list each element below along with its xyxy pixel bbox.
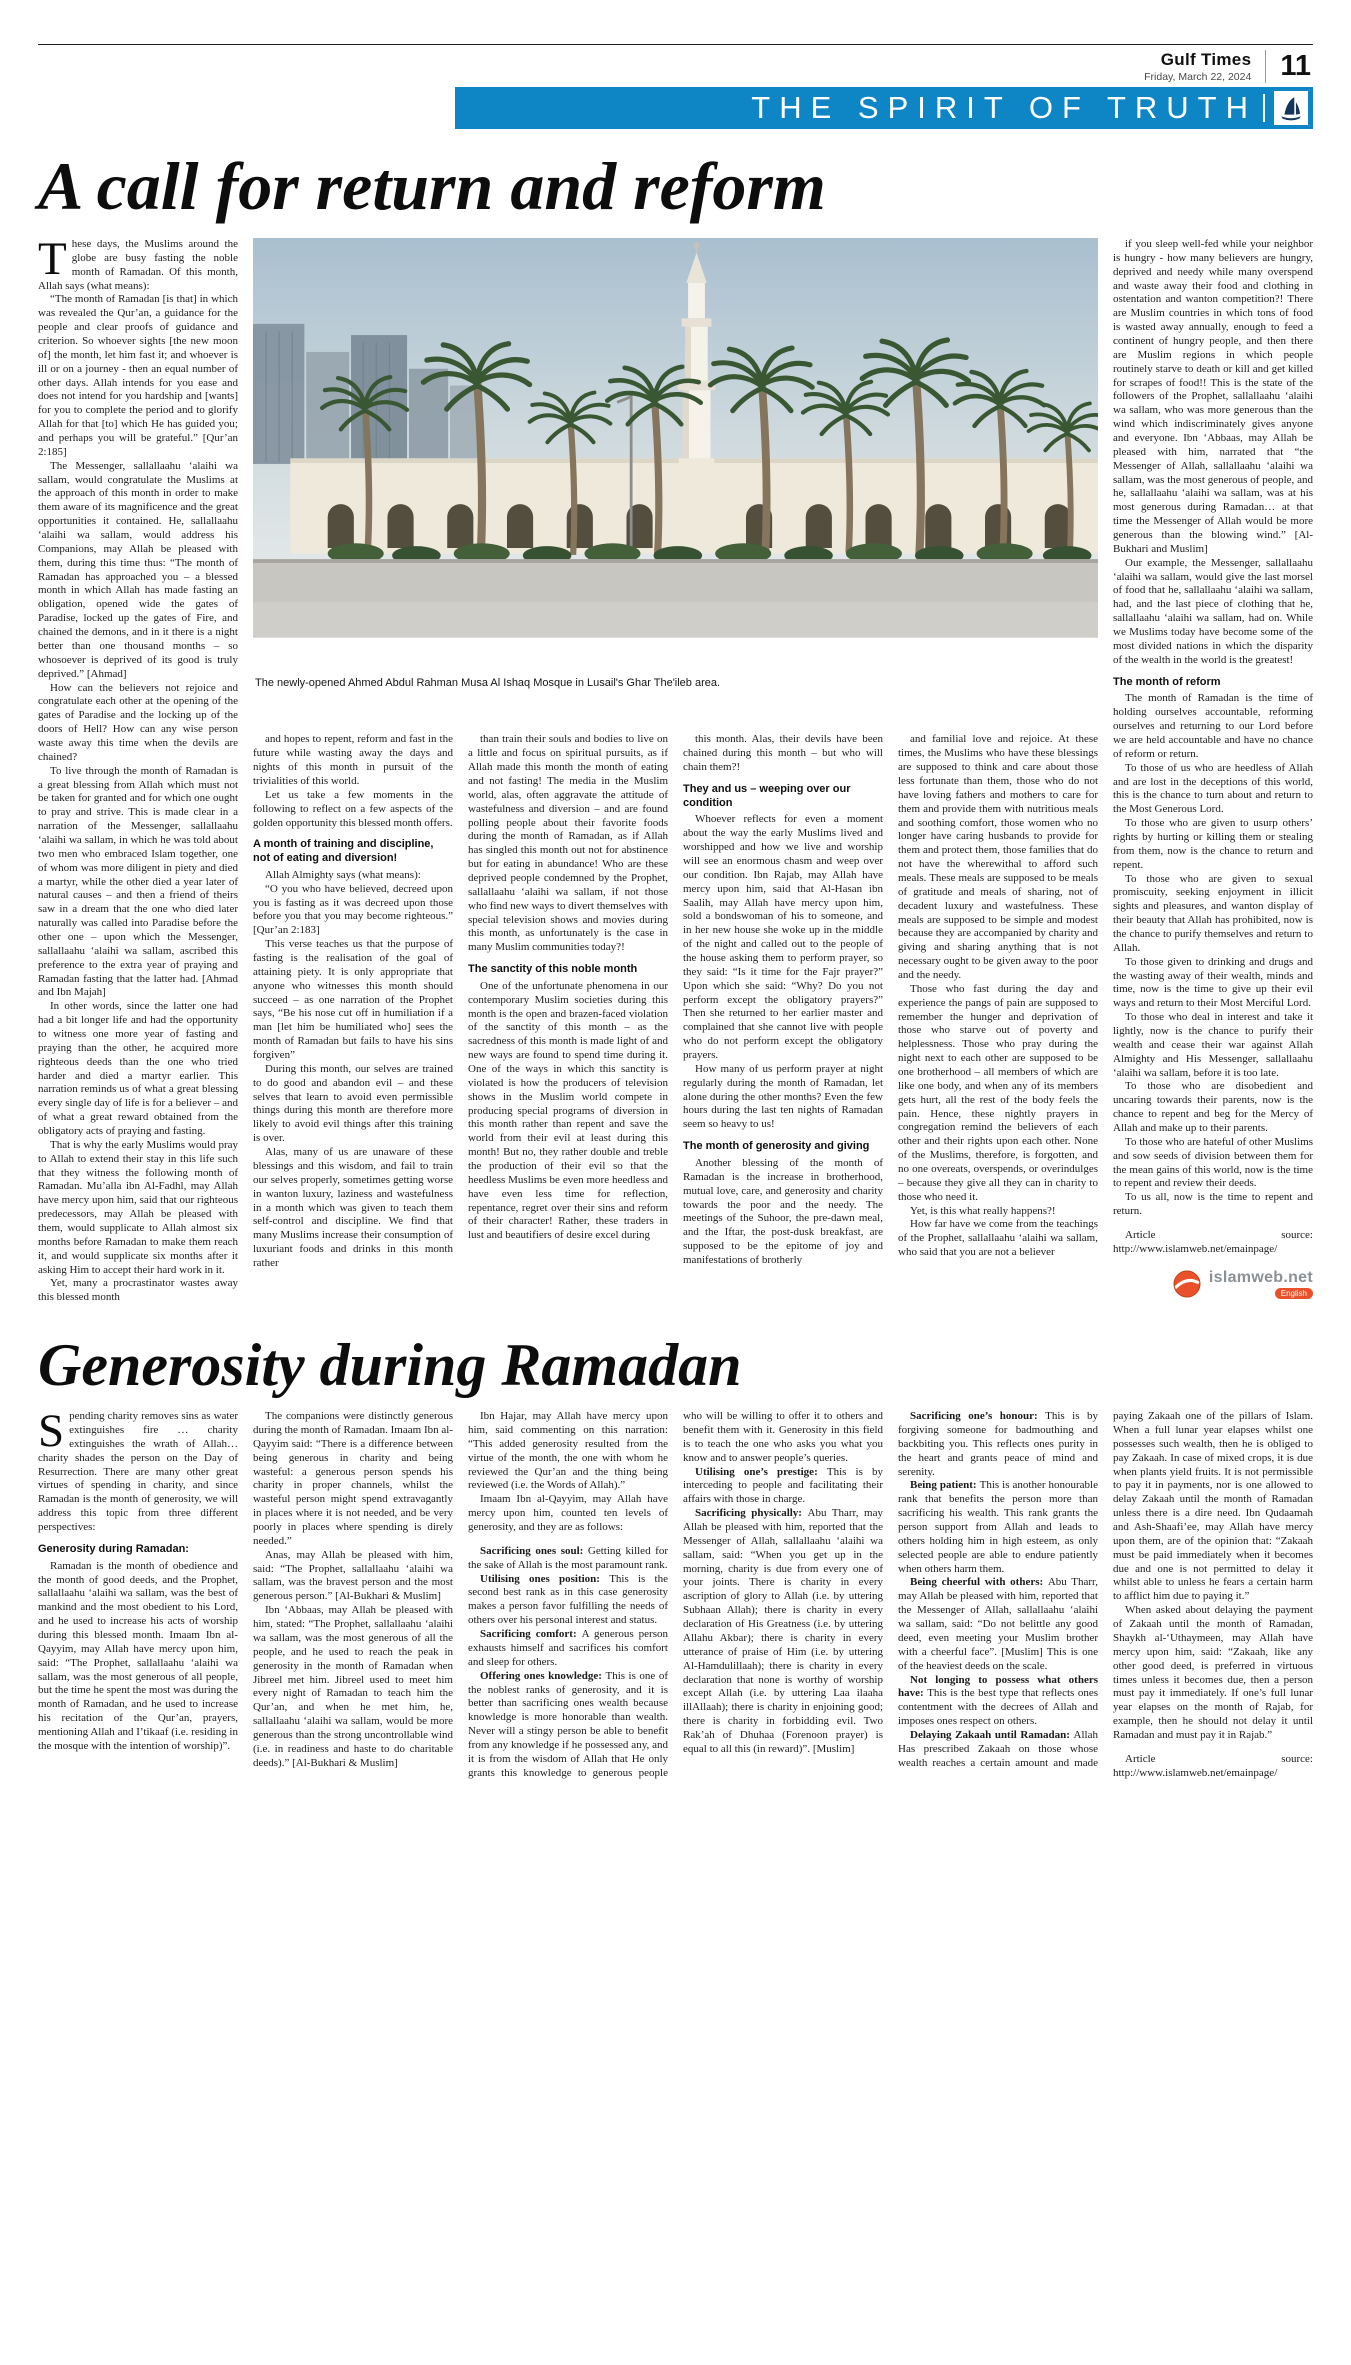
article-paragraph: Not longing to possess what others have: This is the best type that reflects ones contentment with the decrees of Allah and imposes ones respect on others.: [898, 1673, 1098, 1728]
page-number: 11: [1265, 50, 1311, 83]
article-paragraph: Whoever reflects for even a moment about the way the early Muslims lived and worshipped and how we live and worship will see an enormous chasm and weep over our condition. Ibn Rajab, may Allah have mercy upon him, said that Al-Hasan ibn Saalih, may Allah have mercy upon him, sold a bondswoman of his to someone, and in her new house she woke up in the middle of the night and called out to the people of the house asking them to perform prayer, so they said: “Is it time for the Fajr prayer?” Upon which she said: “Why? Do you not perform except the obligatory prayers?” Then she returned to her earlier master and complained that she cannot live with people who do not perform except the obligatory prayers.: [683, 813, 883, 1062]
issue-date: Friday, March 22, 2024: [1144, 71, 1252, 83]
article2-body: [38, 1405, 1313, 1780]
islamweb-logo-text: [1209, 1269, 1313, 1299]
article-paragraph: and familial love and rejoice. At these times, the Muslims who have these blessings are supposed to think and care about those less fortunate than them, those who do not have loving fathers and mothers to care for them and provide them with nutritious meals and soothing comfort, those women who no longer have caring husbands to provide for them and protect them, those families that do not have the wherewithal to afford such meals. These meals are supposed to be meals of gratitude and meals of sharing, not of decadent luxury and wastefulness. These meals are supposed to be simple and modest because they are accompanied by charity and giving and sharing anything that is not necessary ought to be given away to the poor and the needy.: [898, 733, 1098, 981]
article-paragraph: Sacrificing ones soul: Getting killed for the sake of Allah is the most paramount rank.: [468, 1544, 668, 1571]
article-subhead: They and us – weeping over our condition: [683, 782, 851, 809]
article-paragraph: Our example, the Messenger, sallallaahu ‘alaihi wa sallam, would give the last morsel of food that he, sallallaahu ‘alaihi wa sallam, had, and the last piece of clothing that he, sallallaahu ‘alaihi wa sallam, had on. While we Muslims today have become some of the most divided nations in which the disparity of the wealth in the world is the greatest!: [1113, 556, 1313, 666]
article-paragraph: To those who are given to usurp others’ rights by hurting or killing them or stealing from them, now is the chance to return and repent.: [1113, 817, 1313, 871]
article-paragraph: These days, the Muslims around the globe are busy fasting the noble month of Ramadan. Of this month, Allah says (what means):: [38, 233, 238, 292]
article-paragraph: if you sleep well-fed while your neighbor is hungry - how many believers are hungry, deprived and needy while many overspend and waste away their food and clothing in ostentation and wanton competition?! There are Muslim countries in which tons of food is wasted away annually, enough to feed a continent of hungry people, and then there are Muslim regions in which people routinely starve to death or kill and get killed for scrapes of food!! This is the state of the followers of the Prophet, sallallaahu ‘alaihi wa sallam, who was more generous than the wind which indiscriminately gives anyone and everyone. Ibn ‘Abbaas, may Allah be pleased with him, narrated that “the Messenger of Allah, sallallaahu ‘alaihi wa sallam, was the most generous of people, and he, sallallaahu ‘alaihi wa sallam, was at his most generous during Ramadan… at that time the Messenger of Allah would be more generous than the blowing wind.” [Al-Bukhari and Muslim]: [1113, 238, 1313, 555]
article-subhead: The month of reform: [1113, 675, 1221, 688]
article-paragraph: Alas, many of us are unaware of these blessings and this wisdom, and fail to train our selves properly, sometimes getting worse in wanton luxury, laziness and wastefulness in a month which was given to teach them self-control and discipline. We find that many Muslims increase their consumption of luxuriant foods and drinks in this month rather: [253, 1146, 453, 1269]
article-paragraph: this month. Alas, their devils have been chained during this month – but who will chain them?!: [683, 733, 883, 774]
article-paragraph: The companions were distinctly generous during the month of Ramadan. Imaam Ibn al-Qayyim said: “There is a difference between being generous in charity and being wasteful: a generous person spends his charity in proper channels, whilst the wasteful person might spend extravagantly in places where it is not needed, and be very poorly in places where spending is direly needed.”: [253, 1410, 453, 1547]
dhow-boat-icon: [1274, 91, 1308, 125]
paragraph-lead-in: Delaying Zakaah until Ramadan:: [910, 1728, 1074, 1741]
article-paragraph: To us all, now is the time to repent and return.: [1113, 1191, 1313, 1218]
article-paragraph: To those of us who are heedless of Allah and are lost in the deceptions of this world, this is the chance to turn about and return to the Most Generous Lord.: [1113, 761, 1313, 816]
article-paragraph: In other words, since the latter one had had a bit longer life and had the opportunity to witness one more year of fasting and praying than the other, he acquired more righteous deeds than the one who tried harder and died a martyr earlier. This narration reminds us of what a great blessing every single day of life is for a believer – and of what a great reward obtained from the obligatory acts of praying and fasting.: [38, 1000, 238, 1137]
article-paragraph: Being patient: This is another honourable rank that benefits the person more than sacrificing his wealth. This rank grants the person support from Allah and leads to others holding him in high esteem, as only selected people are able to endure patiently when others harm them.: [898, 1479, 1098, 1575]
section-banner: [455, 87, 1313, 129]
article1-headline: A call for return and reform: [38, 148, 826, 224]
article-paragraph: How can the believers not rejoice and congratulate each other at the opening of the gates of Paradise and the locking up of the doors of Hell? How can any wise person waste away this time when the devils are chained?: [38, 681, 238, 763]
paragraph-lead-in: Being patient:: [910, 1479, 980, 1492]
article-paragraph: Yet, many a procrastinator wastes away this blessed month: [38, 1277, 238, 1304]
article-subhead: A month of training and discipline, not of eating and diversion!: [253, 838, 434, 865]
paragraph-lead-in: Being cheerful with others:: [910, 1576, 1048, 1589]
article-paragraph: One of the unfortunate phenomena in our contemporary Muslim societies during this month is the open and brazen-faced violation of the sanctity of this month – as the sacredness of this month is made light of and new ways are found to spend time during it. One of the ways in which this sanctity is violated is how the producers of television shows in the Muslim world compete in producing special programs of diversion in this month rather than repent and save the world from their evil at least during this month! But no, they rather double and treble the production of their evil so that the heedless Muslims be even more heedless and have even less time for reflection, repentance, regret over their sins and reform of their character! Rather, these traders in lust and beautifiers of desire excel during: [468, 979, 668, 1242]
article-paragraph: When asked about delaying the payment of Zakaah until the month of Ramadan, Shaykh al-‘Uthaymeen, may Allah have mercy upon him, said: “Zakaah, like any other good deed, is preferred in virtuous times unless it becomes due, then a person must pay it immediately. If one’s full lunar year elapses on the month of Rajab, for example, then he should not delay it until Ramadan and must pay it in Rajab.”: [1113, 1604, 1313, 1741]
section-title: THE SPIRIT OF TRUTH: [751, 90, 1257, 125]
article-paragraph: Utilising ones position: This is the second best rank as in this case generosity makes a person favor fulfilling the needs of others over his personal interest and status.: [468, 1572, 668, 1627]
article-paragraph: Sacrificing physically: Abu Tharr, may Allah be pleased with him, reported that the Messenger of Allah, sallallaahu ‘alaihi wa sallam, said: “When you get up in the morning, charity is due from every one of your joints. There is charity in every ascription of glory to Allah (i.e. by uttering Subhaan Allah); there is charity in every declaration of His Greatness (i.e. by uttering Allahu Akbar); there is charity in every utterance of praise of Him (i.e. by uttering Al-Hamdulillaah); there is charity in every declaration that none is worthy of worship except Allah (i.e. by uttering Laa ilaaha illAllaah); there is charity in enjoining good; there is charity in forbidding evil. Two Rak’ah of Dhuhaa (Forenoon prayer) is equal to all this (in reward)”. [Muslim]: [683, 1507, 883, 1755]
article-paragraph: Allah Almighty says (what means):: [265, 868, 421, 881]
paragraph-lead-in: Sacrificing ones soul:: [480, 1544, 588, 1557]
article-return-and-reform: [38, 147, 1313, 1305]
article-paragraph: To those who deal in interest and take it lightly, now is the chance to purify their wealth and cease their war against Allah Almighty and His Messenger, sallallaahu ‘alaihi wa sallam, before it is too late.: [1113, 1011, 1313, 1079]
banner-divider: [1263, 94, 1265, 122]
article-paragraph: To live through the month of Ramadan is a great blessing from Allah which must not be taken for granted and for which one ought to pray and strive. This is made clear in a narration of the Messenger, sallallaahu ‘alaihi wa sallam, in which he was told about two men who embraced Islam together, one of whom was more diligent in piety and died a martyr, while the other died a year later of natural causes – and then a friend of theirs saw in a dream that the one who died later naturally was called into Paradise before the other one – upon which the Messenger, sallallaahu ‘alaihi wa sallam, ascribed this preference to the extra year of praying and Ramadan fasting that the latter had. [Ahmad and Ibn Majah]: [38, 764, 238, 999]
article-paragraph: How many of us perform prayer at night regularly during the month of Ramadan, let alone during the other months? Even the few hours during the last ten nights of Ramadan seem so heavy to us!: [683, 1062, 883, 1131]
article-paragraph: Ibn Hajar, may Allah have mercy upon him, said commenting on this narration: “This added generosity resulted from the virtue of the month, the one with whom he reviewed the Qur’an and the thing being reviewed (i.e. the Words of Allah).”: [468, 1410, 668, 1492]
article-paragraph: This verse teaches us that the purpose of fasting is the realisation of the goal of attaining piety. It is only appropriate that anyone who witnesses this month should succeed – as one narration of the Prophet says, “Be his nose cut off in humiliation if a man [let him be humiliated who] sees the month of Ramadan but fails to have his sins forgiven”: [253, 938, 453, 1062]
article-paragraph: Anas, may Allah be pleased with him, said: “The Prophet, sallallaahu ‘alaihi wa sallam, was the bravest person and the most generous person.” [Al-Bukhari & Muslim]: [253, 1548, 453, 1603]
islamweb-language-tag: English: [1275, 1288, 1313, 1299]
article1-column-6: [1113, 238, 1313, 1305]
article-paragraph: Those who fast during the day and experience the pangs of pain are supposed to remember the hunger and deprivation of those who starve out of poverty and helplessness. Those who pray during the night next to each other are supposed to be one brotherhood – all members of which are like one body, and when any of its members gets hurt, all the rest of the body feels the pain. Hence, these nightly prayers in congregation remind the believers of each other and their rights upon each other. None of the Muslims, therefore, is forgotten, and no one overeats, overspends, or overindulges – because they give all they can in charity to those who need it.: [898, 982, 1098, 1203]
article-paragraph: How far have we come from the teachings of the Prophet, sallallaahu ‘alaihi wa sallam, who said that you are not a believer: [898, 1218, 1098, 1259]
article-paragraph: Utilising one’s prestige: This is by interceding to people and facilitating their affairs with those in charge.: [683, 1465, 883, 1506]
article1-body: [38, 233, 1313, 1305]
article-paragraph: than train their souls and bodies to live on a little and focus on spiritual pursuits, as if Allah made this month the month of eating and not fasting! The media in the Muslim world, alas, often aggravate the attitude of wastefulness and diversion – and are found polling people about their favorite foods during the month of Ramadan, as if Allah has singled this month out not for abstinence but for eating in abundance! Who are these deprived people condemned by the Prophet, sallallaahu ‘alaihi wa sallam, if not those who find new ways to divert themselves with special television shows and movies during this month, as unfortunately is the case in many Muslim communities today?!: [468, 733, 668, 954]
masthead-text: [1144, 50, 1251, 83]
article-paragraph: The month of Ramadan is the time of holding ourselves accountable, reforming ourselves and returning to our Lord before we are held accountable and have no chance of reform or return.: [1113, 692, 1313, 760]
article-subhead: Generosity during Ramadan:: [38, 1542, 189, 1555]
article-paragraph: Sacrificing one’s honour: This is by forgiving someone for badmouthing and backbiting you. This reflects ones purity in the heart and grants peace of mind and serenity.: [898, 1410, 1098, 1478]
paragraph-lead-in: Sacrificing physically:: [695, 1507, 808, 1520]
article-paragraph: Yet, is this what really happens?!: [910, 1204, 1056, 1217]
article-paragraph: To those who are hateful of other Muslims and sow seeds of division between them for the mean gains of this world, now is the time to repent and review their deeds.: [1113, 1135, 1313, 1190]
paper-name: Gulf Times: [1160, 50, 1252, 69]
paragraph-lead-in: Utilising ones position:: [480, 1572, 610, 1585]
banner-row: [38, 87, 1313, 129]
article-paragraph: That is why the early Muslims would pray to Allah to extend their stay in this life such that they witness the following month of Ramadan. Mu’alla ibn Al-Fadhl, may Allah have mercy upon him, said that our righteous predecessors, may Allah be pleased with them, would supplicate to Allah almost six months before Ramadan to make them reach it, and would supplicate six months after it asking Him to accept their hard work in it.: [38, 1138, 238, 1276]
article-paragraph: Offering ones knowledge: This is one of the noblest ranks of generosity, and it is better than sacrificing ones wealth because knowledge is more honorable than wealth. Never will a stingy person be able to benefit from any knowledge if he possessed any, and it is from the wisdom of Allah that He only grants this knowledge to generous people who will be willing to offer it to others and benefit them with it. Generosity in this field is to teach the one who asks you what you know and to answer people’s queries.: [468, 1410, 883, 1779]
article-paragraph: Another blessing of the month of Ramadan is the increase in brotherhood, mutual love, care, and generosity and charity towards the poor and the needy. The meetings of the Suhoor, the pre-dawn meal, and the Iftar, the post-dusk breakfast, are supposed to be the epitome of joy and manifestations of brotherly: [683, 1156, 883, 1266]
article-subhead: The sanctity of this noble month: [468, 963, 638, 976]
islamweb-globe-icon: [1172, 1269, 1202, 1299]
article-source-line: Article source: http://www.islamweb.net/emainpage/: [1113, 1752, 1313, 1779]
article-paragraph: Spending charity removes sins as water extinguishes fire … charity extinguishes the wrath of Allah… charity shades the person on the Day of Resurrection. There are many other great virtues of spending in charity, and since Ramadan is the month of generosity, we will address this topic from three different perspectives:: [38, 1405, 238, 1534]
paragraph-lead-in: Offering ones knowledge:: [480, 1669, 606, 1682]
article-paragraph: To those who are disobedient and uncaring towards their parents, now is the chance to repent and beg for the Mercy of Allah and make up to their parents.: [1113, 1080, 1313, 1135]
article1-middle-columns: [253, 733, 1098, 1305]
article2-headline: Generosity during Ramadan: [38, 1332, 742, 1399]
article-paragraph: Let us take a few moments in the following to reflect on a few aspects of the golden opportunity this blessed month offers.: [253, 788, 453, 829]
article-subhead: The month of generosity and giving: [683, 1140, 870, 1153]
article-generosity-during-ramadan: [38, 1331, 1313, 1780]
article-paragraph: and hopes to repent, reform and fast in the future while wasting away the days and nights of this month in pursuit of the trivialities of this world.: [253, 733, 453, 787]
article-paragraph: “The month of Ramadan [is that] in which was revealed the Qur’an, a guidance for the people and clear proofs of guidance and criterion. So whoever sights [the new moon of] the month, let him fast it; and whoever is ill or on a journey - then an equal number of other days. Allah intends for you ease and does not intend for you hardship and [wants] for you to complete the period and to glorify Allah for that [to] which He has guided you; and perhaps you will be grateful.” [Qur’an 2:185]: [38, 293, 238, 458]
masthead: [38, 45, 1313, 87]
article-paragraph: During this month, our selves are trained to do good and abandon evil – and these selves that learn to avoid even permissible things during this month are therefore more likely to avoid evil things after this training is over.: [253, 1062, 453, 1145]
article-paragraph: Being cheerful with others: Abu Tharr, may Allah be pleased with him, reported that the Messenger of Allah, sallallaahu ‘alaihi wa sallam, said: “Do not belittle any good deed, even meeting your Muslim brother with a cheerful face”. [Muslim] This is one of the heaviest deeds on the scale.: [898, 1576, 1098, 1672]
article-paragraph: Imaam Ibn al-Qayyim, may Allah have mercy upon him, counted ten levels of generosity, and they are as follows:: [468, 1493, 668, 1534]
paragraph-lead-in: Sacrificing one’s honour:: [910, 1410, 1046, 1423]
article1-column-6-text: [1113, 238, 1313, 1257]
article-paragraph: Ibn ‘Abbaas, may Allah be pleased with him, stated: “The Prophet, sallallaahu ‘alaihi wa sallam, was the most generous of all the people, and he used to reach the peak in generosity in the month of Ramadan when Jibreel met him. Jibreel used to meet him every night of Ramadan to teach him the Qur’an, and when he met him, he, sallallaahu ‘alaihi wa sallam, would be more generous than the strong uncontrollable wind (i.e. in readiness and haste to do charitable deeds).” [Al-Bukhari & Muslim]: [253, 1604, 453, 1769]
paragraph-lead-in: Not longing to possess what others have:: [898, 1673, 1098, 1700]
islamweb-site-name: islamweb.net: [1208, 1268, 1313, 1286]
article-paragraph: To those given to drinking and drugs and the wasting away of their wealth, minds and time, now is the time to give up their evil ways and return to their Most Merciful Lord.: [1113, 955, 1313, 1010]
paragraph-lead-in: Utilising one’s prestige:: [695, 1465, 827, 1478]
article1-column-1: [38, 233, 238, 1305]
article-paragraph: The Messenger, sallallaahu ‘alaihi wa sallam, would congratulate the Muslims at the approach of this month in order to make them aware of its magnificence and the great opportunities it contained. He, sallallaahu ‘alaihi wa sallam, would address his Companions, may Allah be pleased with them, during this time thus: “The month of Ramadan has approached you – a blessed month in which Allah has made fasting an obligation, opened wide the gates of Paradise, locked up the gates of Fire, and chained the demons, and in it there is a night better than one thousand months – so whosoever is deprived of its good is truly deprived.” [Ahmad]: [38, 459, 238, 680]
paragraph-lead-in: Sacrificing comfort:: [480, 1628, 582, 1641]
article-paragraph: “O you who have believed, decreed upon you is fasting as it was decreed upon those before you that you may become righteous.” [Qur’an 2:183]: [253, 882, 453, 937]
article-paragraph: Ramadan is the month of obedience and the month of good deeds, and the Prophet, sallallaahu ‘alaihi wa sallam, was the best of mankind and the most obedient to his Lord, and he used to increase his acts of worship during this blessed month. Imaam Ibn al-Qayyim, may Allah have mercy upon him, said: “The Prophet, sallallaahu ‘alaihi wa sallam, was the most generous of all people, but the time he spent the most was during the month of Ramadan, and he used to increase his recitation of the Qur’an, prayers, mentioning Allah and I’tikaaf (i.e. residing in the mosque with the intention of worship)”.: [38, 1559, 238, 1752]
article-paragraph: Sacrificing comfort: A generous person exhausts himself and sacrifices his comfort and sleep for others.: [468, 1628, 668, 1668]
article-source-line: Article source: http://www.islamweb.net/emainpage/: [1113, 1229, 1313, 1255]
mosque-photo: [253, 238, 1098, 672]
article-paragraph: To those who are given to sexual promiscuity, seeking enjoyment in illicit sights and pleasures, and wanton display of their beauty that Allah has prohibited, now is the chance to purify themselves and return to Allah.: [1113, 872, 1313, 954]
photo-caption: The newly-opened Ahmed Abdul Rahman Musa Al Ishaq Mosque in Lusail's Ghar The'ileb area.: [255, 676, 721, 689]
islamweb-logo: [1113, 1269, 1313, 1299]
article-paragraph: Delaying Zakaah until Ramadan: Allah Has prescribed Zakaah on those whose wealth reaches a certain amount and made paying Zakaah one of the pillars of Islam. When a full lunar year elapses whilst one possesses such wealth, then he is obliged to pay Zakaah. In case of mixed crops, it is due when plants yield fruits. It is not permissible to pay it in payments, nor is one allowed to delay Zakaah until the month of Ramadan unless there is a dire need. Ibn Qudaamah and Ash-Shaafi’ee, may Allah have mercy upon them, are of the opinion that: “Zakaah must be paid immediately when it becomes due and one is not permitted to delay it whilst able to unless he fears a certain harm to afflict him due to paying it.”: [898, 1410, 1313, 1769]
